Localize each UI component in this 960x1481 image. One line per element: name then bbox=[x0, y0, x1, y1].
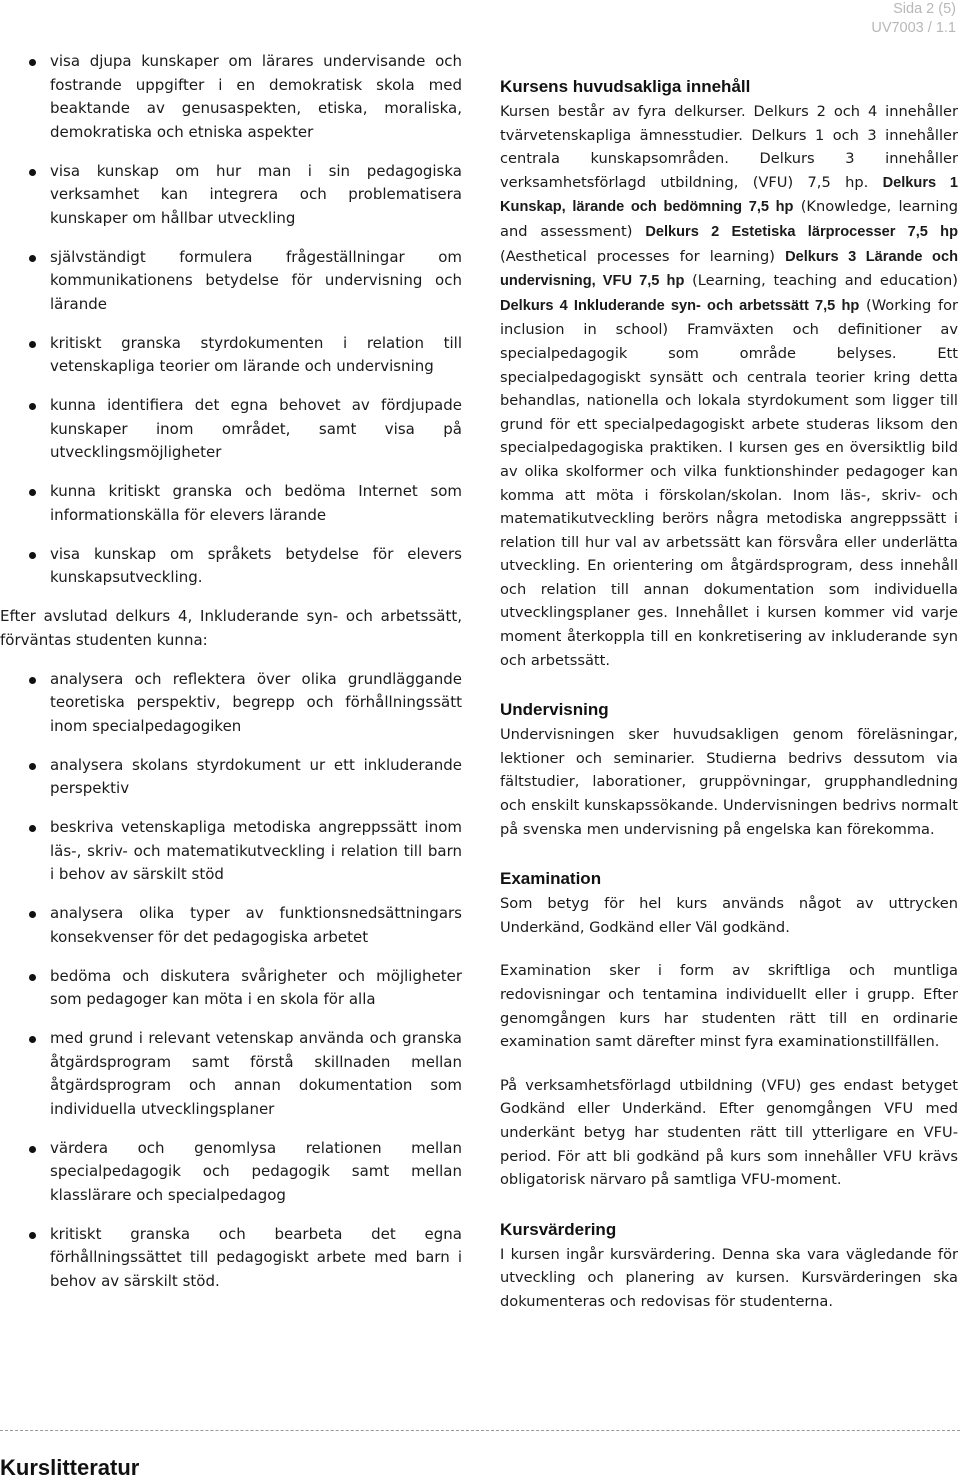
bullet-icon bbox=[29, 974, 36, 981]
list-item: analysera och reflektera över olika grundläggande teoretiska perspektiv, begrepp och förhållningssätt inom specialpedagogiken bbox=[0, 668, 462, 739]
divider bbox=[0, 1430, 960, 1431]
delkurs4-english: (Working for inclusion in school) bbox=[500, 296, 959, 339]
list-item: beskriva vetenskapliga metodiska angreppssätt inom läs-, skriv- och matematikutveckling i relation till barn i behov av särskilt stöd bbox=[0, 816, 462, 887]
bullet-icon bbox=[29, 677, 36, 684]
course-code: UV7003 / 1.1 bbox=[871, 20, 956, 36]
bullet-icon bbox=[29, 1036, 36, 1043]
bullet-icon bbox=[29, 489, 36, 496]
teaching-text: Undervisningen sker huvudsakligen genom föreläsningar, lektioner och seminarier. Studierna bedrivs dessutom via fältstudier, laborationer, gruppövningar, grupphandledning och enskilt kunskapssökande. Undervisningen bedrivs normalt på svenska men undervisning på engelska kan förekomma. bbox=[500, 726, 958, 838]
delkurs3-english: (Learning, teaching and education) bbox=[692, 272, 958, 290]
examination-text: Examination sker i form av skriftliga och muntliga redovisningar och tentamina individuellt eller i grupp. Efter genomgången kurs har studenten rätt till en ordinarie examination samt därefter minst fyra examinationstillfällen. bbox=[500, 962, 958, 1051]
content-description: Framväxten och definitioner av specialpedagogik som område belyses. Ett specialpedagogiskt synsätt och centrala teorier kring detta behandlas, nationella och lokala styrdokument som ligger till grund för ett specialpedagogiskt arbete studeras liksom den specialpedagogiska praktiken. I kursen ges en översiktlig bild av olika skolformer och vilka funktionshinder pedagoger kan komma att möta i förskolan/skolan. Inom läs-, skriv- och matematikutveckling berörs några metodiska angreppssätt i relation till hur val av arbetssätt kan försvåra eller underlätta utveckling. En orientering om åtgärdsprogram, dess innehåll och relation till annan dokumentation som individuella utvecklingsplaner ges. Innehållet i kursen kommer vid varje moment återkoppla till en konkretisering av inkluderande syn och arbetssätt. bbox=[500, 321, 958, 669]
bullet-icon bbox=[29, 59, 36, 66]
bullet-icon bbox=[29, 911, 36, 918]
list-item: visa kunskap om hur man i sin pedagogiska verksamhet kan integrera och problematisera kunskaper om hållbar utveckling bbox=[0, 160, 462, 231]
bullet-icon bbox=[29, 255, 36, 262]
list-item: visa kunskap om språkets betydelse för elevers kunskapsutveckling. bbox=[0, 543, 462, 590]
delkurs3-title: Delkurs 3 Lärande och undervisning, VFU 7,5 hp bbox=[500, 248, 958, 290]
bullet-icon bbox=[29, 1146, 36, 1153]
content-section bbox=[500, 75, 958, 672]
bullet-icon bbox=[29, 763, 36, 770]
examination-section bbox=[500, 867, 958, 1192]
list-item: kunna kritiskt granska och bedöma Internet som informationskälla för elevers lärande bbox=[0, 480, 462, 527]
delkurs1-english: (Knowledge, learning and assessment) bbox=[500, 198, 958, 240]
section-heading: Undervisning bbox=[500, 700, 609, 720]
grading-text: Som betyg för hel kurs används något av uttrycken Underkänd, Godkänd eller Väl godkänd. bbox=[500, 895, 958, 936]
right-column bbox=[500, 75, 958, 1340]
bullet-icon bbox=[29, 1232, 36, 1239]
delkurs1-title: Delkurs 1 Kunskap, lärande och bedömning 7,5 hp bbox=[500, 174, 959, 216]
bullet-icon bbox=[29, 825, 36, 832]
bullet-icon bbox=[29, 552, 36, 559]
list-item: bedöma och diskutera svårigheter och möjligheter som pedagoger kan möta i en skola för alla bbox=[0, 965, 462, 1012]
list-item: analysera skolans styrdokument ur ett inkluderande perspektiv bbox=[0, 754, 462, 801]
content-text: Kursen består av fyra delkurser. Delkurs 2 och 4 innehåller tvärvetenskapliga ämnesstudier. Delkurs 1 och 3 innehåller centrala kunskapsområden. Delkurs 3 innehåller verksamhetsförlagd utbildning, (VFU) 7,5 hp. Delkurs 1 Kunskap, lärande och bedömning 7,5 hp (Knowledge, learning and assessment) Delkurs 2 Estetiska lärprocesser 7,5 hp (Aesthetical processes for learning) Delkurs 3 Lärande och undervisning, VFU 7,5 hp (Learning, teaching and education) Delkurs 4 Inkluderande syn- och arbetssätt 7,5 hp (Working for inclusion in school) Framväxten och definitioner av specialpedagogik som område belyses. Ett specialpedagogiskt synsätt och centrala teorier kring detta behandlas, nationella och lokala styrdokument som ligger till grund för ett specialpedagogiskt arbete studeras liksom den specialpedagogiska praktiken. I kursen ges en översiktlig bild av olika skolformer och vilka funktionshinder pedagoger kan komma att möta i förskolan/skolan. Inom läs-, skriv- och matematikutveckling berörs några metodiska angreppssätt i relation till hur val av arbetssätt kan försvåra eller underlätta utveckling. En orientering om åtgärdsprogram, dess innehåll och relation till annan dokumentation som individuella utvecklingsplaner ges. Innehållet i kursen kommer vid varje moment återkoppla till en konkretisering av inkluderande syn och arbetssätt. bbox=[500, 103, 959, 669]
delkurs2-title: Delkurs 2 Estetiska lärprocesser 7,5 hp bbox=[645, 223, 958, 240]
bullet-icon bbox=[29, 169, 36, 176]
literature-heading: Kurslitteratur bbox=[0, 1455, 140, 1480]
list-item: kritiskt granska styrdokumenten i relation till vetenskapliga teorier om lärande och undervisning bbox=[0, 332, 462, 379]
list-item: visa djupa kunskaper om lärares undervisande och fostrande uppgifter i en demokratisk skola med beaktande av genusaspekten, etiska, moraliska, demokratiska och etniska aspekter bbox=[0, 50, 462, 144]
evaluation-section bbox=[500, 1218, 958, 1314]
left-column bbox=[0, 50, 462, 1309]
page-header bbox=[871, 0, 956, 38]
objectives-list-b bbox=[0, 668, 462, 1294]
objectives-list-a bbox=[0, 50, 462, 590]
section-heading: Examination bbox=[500, 869, 602, 889]
section-heading: Kursvärdering bbox=[500, 1219, 617, 1239]
delkurs2-english: (Aesthetical processes for learning) bbox=[500, 247, 775, 265]
list-item: med grund i relevant vetenskap använda och granska åtgärdsprogram samt förstå skillnaden mellan åtgärdsprogram och annan dokumentation som individuella utvecklingsplaner bbox=[0, 1027, 462, 1121]
delkurs4-title: Delkurs 4 Inkluderande syn- och arbetssätt 7,5 hp bbox=[500, 297, 860, 314]
page-number: Sida 2 (5) bbox=[893, 1, 956, 17]
section-heading: Kursens huvudsakliga innehåll bbox=[500, 77, 751, 96]
list-item: kunna identifiera det egna behovet av fördjupade kunskaper inom området, samt visa på utvecklingsmöjligheter bbox=[0, 394, 462, 465]
list-item: värdera och genomlysa relationen mellan specialpedagogik och pedagogik samt mellan klasslärare och specialpedagog bbox=[0, 1137, 462, 1208]
list-item: kritiskt granska och bearbeta det egna förhållningssättet till pedagogiskt arbete med barn i behov av särskilt stöd. bbox=[0, 1223, 462, 1294]
list-item: självständigt formulera frågeställningar om kommunikationens betydelse för undervisning och lärande bbox=[0, 246, 462, 317]
list-item: analysera olika typer av funktionsnedsättningars konsekvenser för det pedagogiska arbetet bbox=[0, 902, 462, 949]
bullet-icon bbox=[29, 403, 36, 410]
vfu-text: På verksamhetsförlagd utbildning (VFU) ges endast betyget Godkänd eller Underkänd. Efter genomgången VFU med underkänt betyg har studenten rätt till ytterligare en VFU-period. För att bli godkänd på kurs som innehåller VFU krävs obligatorisk närvaro på samtliga VFU-moment. bbox=[500, 1076, 958, 1189]
bullet-icon bbox=[29, 341, 36, 348]
evaluation-text: I kursen ingår kursvärdering. Denna ska vara vägledande för utveckling och planering av kursen. Kursvärderingen ska dokumenteras och redovisas för studenterna. bbox=[500, 1245, 958, 1310]
delkurs4-intro: Efter avslutad delkurs 4, Inkluderande syn- och arbetssätt, förväntas studenten kunna: bbox=[0, 607, 462, 649]
teaching-section bbox=[500, 698, 958, 841]
